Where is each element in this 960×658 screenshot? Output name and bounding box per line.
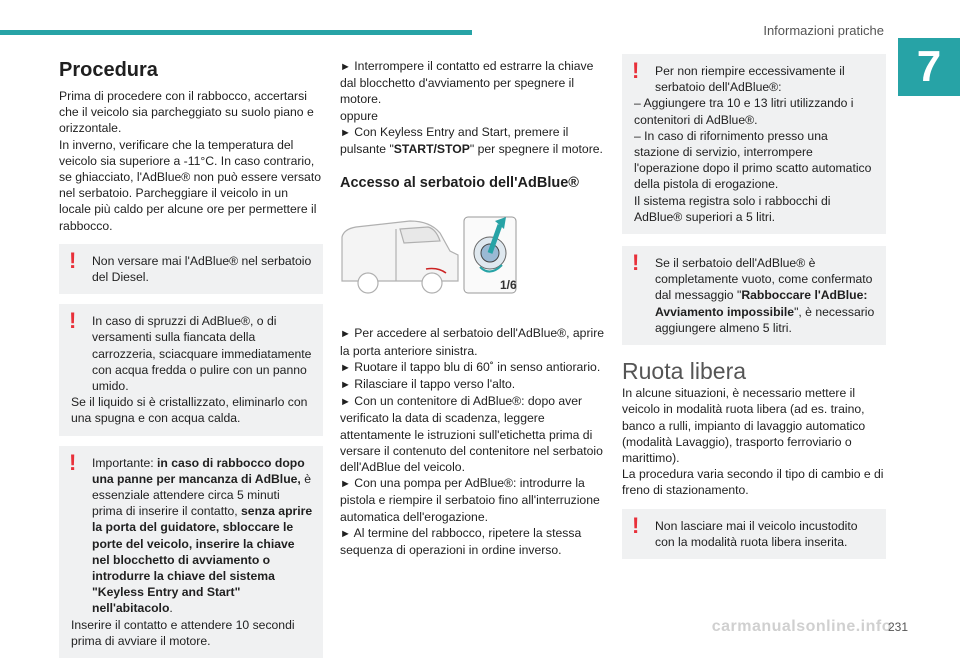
warning-box [59, 446, 323, 658]
section-heading-procedura: Procedura [59, 59, 158, 81]
step [340, 359, 606, 376]
warning-icon: ! [69, 308, 77, 334]
warning-text: Se il liquido si è cristallizzato, eliminarlo con una spugna e con acqua calda. [71, 395, 308, 426]
text-run: . [169, 601, 173, 616]
paragraph: oppure [340, 108, 378, 123]
text-bold: in caso di rabbocco dopo una panne per mancanza di AdBlue, [92, 455, 305, 486]
warning-text [634, 255, 876, 336]
warning-text: Il sistema registra solo i rabbocchi di AdBlue® superiori a 5 litri. [634, 193, 831, 224]
warning-box [622, 509, 886, 559]
warning-icon: ! [69, 449, 77, 475]
arrow-icon: ► [340, 361, 351, 374]
watermark: carmanualsonline.info [711, 618, 892, 635]
step-text: Rilasciare il tappo verso l'alto. [354, 377, 516, 392]
step-text: Per accedere al serbatoio dell'AdBlue®, aprire la porta anteriore sinistra. [340, 326, 605, 358]
top-accent-bar [0, 30, 472, 35]
warning-icon: ! [632, 58, 640, 83]
step-text: Al termine del rabbocco, ripetere la stessa sequenza di operazioni in ordine inverso. [340, 525, 582, 558]
warning-box [622, 54, 886, 234]
page-number: 231 [887, 620, 908, 634]
paragraph: In alcune situazioni, è necessario mettere il veicolo in modalità ruota libera (ad es. traino, banco a rulli, impianto di lavaggio automatico (modalità Lavaggio), trasporto ferroviario o marittimo). [622, 386, 866, 466]
warning-text: – In caso di rifornimento presso una stazione di servizio, interrompere l'operazione dopo il primo scatto automatico della pistola di erogazione. [634, 128, 872, 192]
text-run: Importante: [92, 455, 158, 470]
warning-text: Non lasciare mai il veicolo incustodito con la modalità ruota libera inserita. [655, 518, 858, 549]
step-text: " per spegnere il motore. [469, 142, 603, 157]
text-bold: START/STOP [393, 142, 470, 157]
paragraph: La procedura varia secondo il tipo di cambio e di freno di stazionamento. [622, 467, 884, 498]
step [340, 124, 606, 157]
paragraph: In inverno, verificare che la temperatura del veicolo sia superiore a -11°C. In caso contrario, se ghiacciato, l'AdBlue® non può essere versato nel serbatoio. Parcheggiare il veicolo in un locale più caldo per alcune ore per permettere il rabbocco. [59, 137, 321, 233]
warning-text: In caso di spruzzi di AdBlue®, o di versamenti sulla fiancata della carrozzeria, sciacquare immediatamente con acqua fredda o pulire con un panno umido. [92, 314, 312, 394]
warning-box [622, 246, 886, 345]
arrow-icon: ► [340, 396, 351, 409]
warning-box [59, 244, 323, 294]
column-3 [622, 54, 886, 559]
paragraph: Prima di procedere con il rabbocco, accertarsi che il veicolo sia parcheggiato su suolo piano e orizzontale. [59, 89, 314, 136]
step [340, 376, 606, 393]
column-1 [59, 58, 323, 658]
warning-text: – Aggiungere tra 10 e 13 litri utilizzando i contenitori di AdBlue®. [634, 96, 854, 127]
arrow-icon: ► [340, 126, 351, 139]
arrow-icon: ► [340, 527, 351, 540]
warning-text: Inserire il contatto e attendere 10 secondi prima di avviare il motore. [71, 617, 295, 648]
arrow-icon: ► [340, 478, 351, 491]
warning-icon: ! [632, 512, 640, 538]
text-bold: senza aprire la porta del guidatore, sbloccare le porte del veicolo, inserire la chiave nel blocchetto di avviamento o introdurre la chiave del sistema "Keyless Entry and Start" nell'abitacolo [92, 504, 313, 616]
subheading-accesso: Accesso al serbatoio dell'AdBlue® [340, 175, 579, 192]
warning-icon: ! [632, 250, 640, 276]
adblue-access-figure [340, 207, 606, 311]
section-heading-ruota-libera: Ruota libera [622, 358, 747, 385]
step-text: Interrompere il contatto ed estrarre la chiave dal blocchetto d'avviamento per spegnere il motore. [340, 59, 594, 107]
van-illustration [340, 207, 606, 311]
step-text: Con Keyless Entry and Start, premere il pulsante " [340, 124, 569, 157]
step-text: Con una pompa per AdBlue®: introdurre la pistola e riempire il serbatoio fino all'interruzione automatica dell'erogazione. [340, 476, 600, 524]
column-2 [340, 58, 606, 558]
step-text: Ruotare il tappo blu di 60˚ in senso antiorario. [354, 359, 601, 374]
step [340, 393, 606, 475]
arrow-icon: ► [340, 379, 351, 392]
text-run: ", è necessario aggiungere almeno 5 litri. [655, 304, 875, 335]
warning-box [59, 304, 323, 435]
text-run: Se il serbatoio dell'AdBlue® è completamente vuoto, come confermato dal messaggio " [655, 256, 873, 303]
chapter-number: 7 [898, 38, 960, 96]
header-title: Informazioni pratiche [763, 23, 884, 38]
step [340, 525, 606, 558]
warning-text: Non versare mai l'AdBlue® nel serbatoio del Diesel. [92, 253, 312, 285]
step [340, 475, 606, 525]
figure-label: 1/6 [500, 278, 517, 293]
warning-text [71, 455, 313, 617]
text-bold: Rabboccare l'AdBlue: Avviamento impossibile [655, 288, 868, 319]
warning-icon: ! [69, 247, 77, 273]
warning-text: Per non riempire eccessivamente il serbatoio dell'AdBlue®: [655, 64, 845, 95]
arrow-icon: ► [340, 61, 351, 73]
arrow-icon: ► [340, 328, 351, 341]
step [340, 325, 606, 358]
step-text: Con un contenitore di AdBlue®: dopo aver verificato la data di scadenza, leggere attentamente le istruzioni sull'etichetta prima di versare il contenuto del contenitore nel serbatoio dell'AdBlue del veicolo. [340, 394, 603, 475]
step [340, 58, 606, 108]
text-run: è essenziale attendere circa 5 minuti prima di inserire il contatto, [92, 471, 311, 519]
